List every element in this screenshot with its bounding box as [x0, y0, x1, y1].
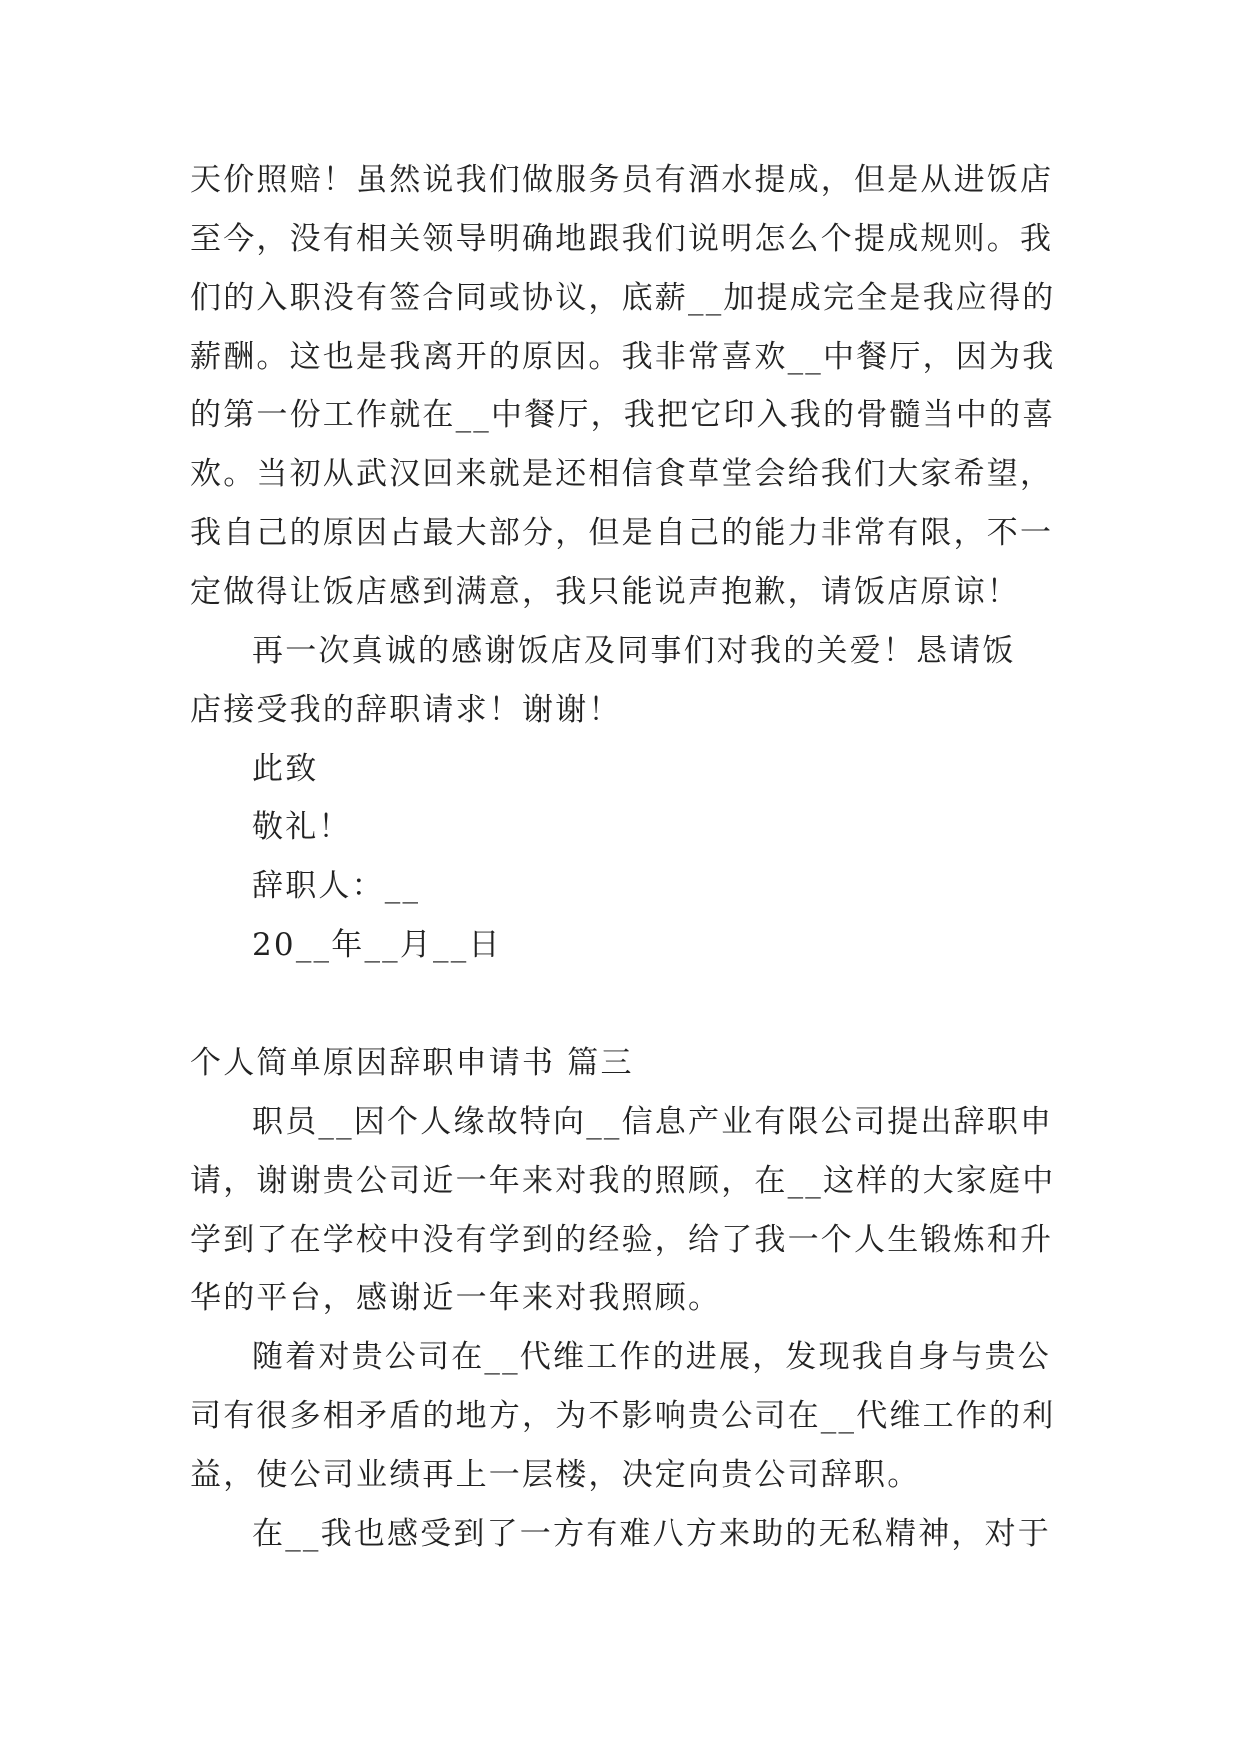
- body-line: 益，使公司业绩再上一层楼，决定向贵公司辞职。: [190, 1457, 921, 1493]
- body-line: 再一次真诚的感谢饭店及同事们对我的关爱！恳请饭: [252, 633, 1016, 669]
- body-line: 请，谢谢贵公司近一年来对我的照顾，在__这样的大家庭中: [190, 1163, 1056, 1199]
- body-line: 司有很多相矛盾的地方，为不影响贵公司在__代维工作的利: [190, 1398, 1056, 1434]
- body-line: 学到了在学校中没有学到的经验，给了我一个人生锻炼和升: [190, 1222, 1054, 1258]
- body-line: 的第一份工作就在__中餐厅，我把它印入我的骨髓当中的喜: [190, 397, 1056, 433]
- resigner-line: 辞职人：__: [252, 868, 421, 904]
- body-line: 至今，没有相关领导明确地跟我们说明怎么个提成规则。我: [190, 221, 1054, 257]
- body-line: 定做得让饭店感到满意，我只能说声抱歉，请饭店原谅！: [190, 574, 1020, 610]
- body-line: 职员__因个人缘故特向__信息产业有限公司提出辞职申: [252, 1104, 1054, 1140]
- section-title: 个人简单原因辞职申请书 篇三: [190, 1045, 634, 1081]
- body-line: 欢。当初从武汉回来就是还相信食草堂会给我们大家希望，: [190, 456, 1054, 492]
- body-line: 我自己的原因占最大部分，但是自己的能力非常有限，不一: [190, 515, 1054, 551]
- body-line: 华的平台，感谢近一年来对我照顾。: [190, 1280, 722, 1316]
- body-line: 薪酬。这也是我离开的原因。我非常喜欢__中餐厅，因为我: [190, 339, 1056, 375]
- date-line: 20__年__月__日: [252, 927, 502, 963]
- body-line: 随着对贵公司在__代维工作的进展，发现我自身与贵公: [252, 1339, 1051, 1375]
- closing-cizhi: 此致: [252, 751, 319, 787]
- body-line: 店接受我的辞职请求！谢谢！: [190, 692, 622, 728]
- body-line: 天价照赔！虽然说我们做服务员有酒水提成，但是从进饭店: [190, 162, 1054, 198]
- closing-jingli: 敬礼！: [252, 809, 352, 845]
- body-line: 们的入职没有签合同或协议，底薪__加提成完全是我应得的: [190, 280, 1056, 316]
- body-line: 在__我也感受到了一方有难八方来助的无私精神，对于: [252, 1516, 1051, 1552]
